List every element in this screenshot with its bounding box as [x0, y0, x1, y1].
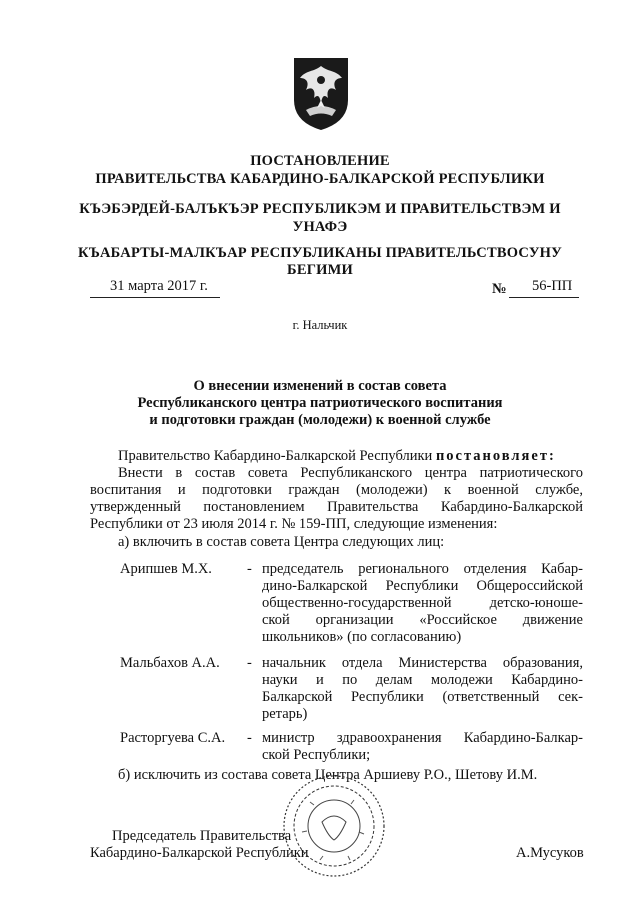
intro-line	[118, 448, 556, 465]
member-dash: -	[247, 730, 252, 746]
member-desc-line: ретарь)	[262, 706, 308, 722]
signatory-position-line1: Председатель Правительства	[112, 828, 292, 844]
member-desc-line: общественно-государственной детско-юноше-	[262, 595, 583, 611]
document-city: г. Нальчик	[292, 318, 348, 332]
member-name: Мальбахов А.А.	[120, 655, 220, 671]
kabardian-title-line1: КЪЭБЭРДЕЙ-БАЛЪКЪЭР РЕСПУБЛИКЭМ И ПРАВИТЕЛЬСТВЭМ И	[79, 201, 561, 217]
member-desc-line: ской Республики;	[262, 747, 371, 763]
paragraph-1-line3: утвержденный постановлением Правительства Кабардино-Балкарской	[90, 499, 583, 515]
signatory-position-line2: Кабардино-Балкарской Республики	[90, 845, 309, 861]
doc-subject-line3: и подготовки граждан (молодежи) к военной службе	[149, 412, 491, 428]
number-underline	[509, 297, 579, 298]
item-b: б) исключить из состава совета Центра Аршиеву Р.О., Шетову И.М.	[118, 767, 538, 783]
balkar-title-line2: БЕГИМИ	[287, 262, 353, 278]
doc-type-title: ПОСТАНОВЛЕНИЕ	[250, 153, 390, 169]
official-seal-icon	[280, 772, 388, 880]
intro-prefix: Правительство Кабардино-Балкарской Республики	[118, 448, 433, 464]
date-underline	[90, 297, 220, 298]
government-name: ПРАВИТЕЛЬСТВА КАБАРДИНО-БАЛКАРСКОЙ РЕСПУБЛИКИ	[95, 171, 545, 187]
document-number: 56-ПП	[532, 278, 573, 294]
paragraph-1-line1: Внести в состав совета Республиканского центра патриотического	[118, 465, 583, 481]
intro-keyword: постановляет:	[435, 448, 556, 464]
member-desc-line: председатель регионального отделения Кабар-	[262, 561, 583, 577]
member-desc-line: начальник отдела Министерства образования,	[262, 655, 583, 671]
doc-subject-line1: О внесении изменений в состав совета	[193, 378, 447, 394]
paragraph-1-line2: воспитания и подготовки граждан (молодежи) к военной службе,	[90, 482, 583, 498]
member-desc-line: дино-Балкарской Республики Общероссийской	[262, 578, 583, 594]
member-dash: -	[247, 655, 252, 671]
number-label: №	[492, 281, 507, 297]
item-a: а) включить в состав совета Центра следующих лиц:	[118, 534, 445, 550]
member-name: Арипшев М.Х.	[120, 561, 212, 577]
member-desc-line: министр здравоохранения Кабардино-Балкар-	[262, 730, 583, 746]
doc-subject-line2: Республиканского центра патриотического воспитания	[137, 395, 503, 411]
member-desc-line: ской организации «Российское движение	[262, 612, 583, 628]
paragraph-1-line4: Республики от 23 июля 2014 г. № 159-ПП, следующие изменения:	[90, 516, 498, 532]
member-dash: -	[247, 561, 252, 577]
member-desc-line: науки и по делам молодежи Кабардино-	[262, 672, 583, 688]
signatory-name: А.Мусуков	[516, 845, 584, 861]
member-desc-line: школьников» (по согласованию)	[262, 629, 462, 645]
coat-of-arms-emblem	[292, 56, 350, 132]
document-date: 31 марта 2017 г.	[110, 278, 208, 294]
balkar-title-line1: КЪАБАРТЫ-МАЛКЪАР РЕСПУБЛИКАНЫ ПРАВИТЕЛЬСТВОСУНУ	[78, 245, 562, 261]
member-desc-line: Балкарской Республики (ответственный сек-	[262, 689, 583, 705]
member-name: Расторгуева С.А.	[120, 730, 226, 746]
kabardian-title-line2: УНАФЭ	[292, 219, 348, 235]
